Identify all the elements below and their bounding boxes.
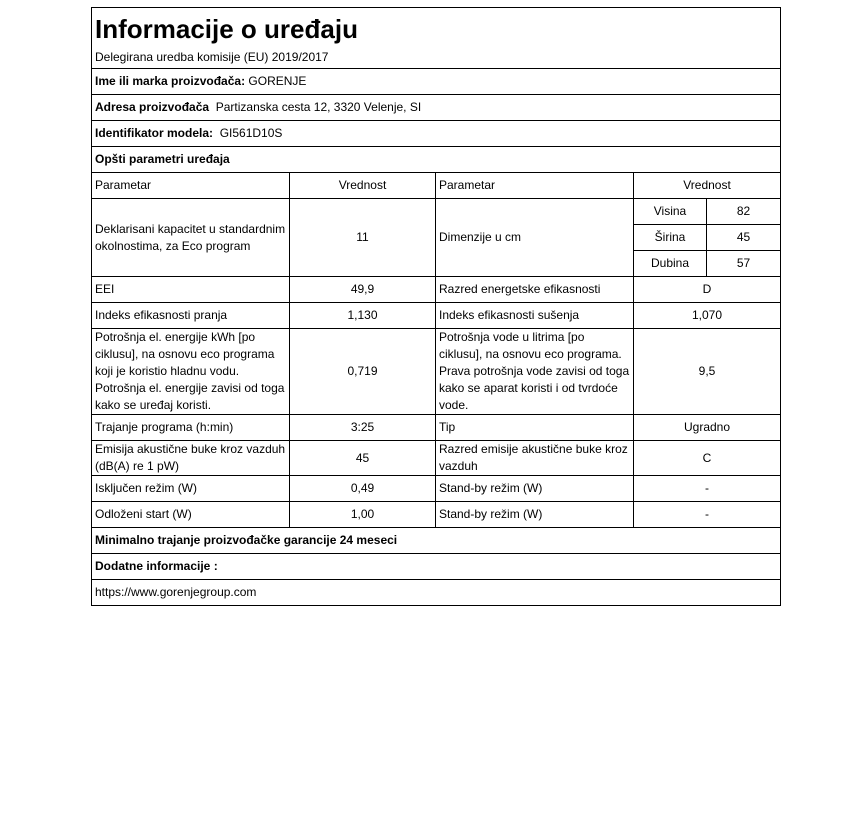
- model-row: [92, 121, 781, 147]
- delay-start-value: 1,00: [290, 502, 436, 528]
- product-info-table: [91, 7, 781, 606]
- water-consumption-value: 9,5: [634, 329, 781, 415]
- eei-value: 49,9: [290, 277, 436, 303]
- type-value: Ugradno: [634, 415, 781, 441]
- noise-class-value: C: [634, 441, 781, 476]
- address-row: [92, 95, 781, 121]
- col-header-param-right: Parametar: [436, 173, 634, 199]
- manufacturer-value: GORENJE: [248, 74, 307, 88]
- general-header: Opšti parametri uređaja: [92, 147, 781, 173]
- manufacturer-label: Ime ili marka proizvođača:: [95, 74, 246, 88]
- energy-class-value: D: [634, 277, 781, 303]
- dimensions-label: Dimenzije u cm: [436, 199, 634, 277]
- delay-start-label: Odloženi start (W): [92, 502, 290, 528]
- cleaning-index-label: Indeks efikasnosti pranja: [92, 303, 290, 329]
- duration-value: 3:25: [290, 415, 436, 441]
- col-header-value-left: Vrednost: [290, 173, 436, 199]
- col-header-value-right: Vrednost: [634, 173, 781, 199]
- water-consumption-label: Potrošnja vode u litrima [po ciklusu], na osnovu eco programa. Prava potrošnja vode zavisi od toga kako se aparat koristi i od tvrdoće vode.: [436, 329, 634, 415]
- standby-1-label: Stand-by režim (W): [436, 476, 634, 502]
- cleaning-index-value: 1,130: [290, 303, 436, 329]
- model-value: GI561D10S: [219, 126, 283, 140]
- type-label: Tip: [436, 415, 634, 441]
- info-sheet: [91, 7, 780, 606]
- drying-index-value: 1,070: [634, 303, 781, 329]
- capacity-label: Deklarisani kapacitet u standardnim okolnostima, za Eco program: [92, 199, 290, 277]
- energy-consumption-label: Potrošnja el. energije kWh [po ciklusu], na osnovu eco programa koji je koristio hladnu vodu. Potrošnja el. energije zavisi od toga kako se uređaj koristi.: [92, 329, 290, 415]
- additional-info-header: Dodatne informacije :: [92, 554, 781, 580]
- depth-label: Dubina: [634, 251, 707, 277]
- off-mode-value: 0,49: [290, 476, 436, 502]
- noise-value: 45: [290, 441, 436, 476]
- noise-label: Emisija akustične buke kroz vazduh (dB(A) re 1 pW): [92, 441, 290, 476]
- standby-2-label: Stand-by režim (W): [436, 502, 634, 528]
- address-label: Adresa proizvođača: [95, 100, 210, 114]
- off-mode-label: Isključen režim (W): [92, 476, 290, 502]
- energy-consumption-value: 0,719: [290, 329, 436, 415]
- model-label: Identifikator modela:: [95, 126, 214, 140]
- width-label: Širina: [634, 225, 707, 251]
- page-title: Informacije o uređaju: [92, 8, 781, 47]
- energy-class-label: Razred energetske efikasnosti: [436, 277, 634, 303]
- manufacturer-row: [92, 69, 781, 95]
- height-label: Visina: [634, 199, 707, 225]
- depth-value: 57: [707, 251, 781, 277]
- eei-label: EEI: [92, 277, 290, 303]
- noise-class-label: Razred emisije akustične buke kroz vazduh: [436, 441, 634, 476]
- website-link[interactable]: https://www.gorenjegroup.com: [92, 580, 781, 606]
- drying-index-label: Indeks efikasnosti sušenja: [436, 303, 634, 329]
- height-value: 82: [707, 199, 781, 225]
- address-value: Partizanska cesta 12, 3320 Velenje, SI: [215, 100, 422, 114]
- standby-2-value: -: [634, 502, 781, 528]
- capacity-value: 11: [290, 199, 436, 277]
- warranty-row: Minimalno trajanje proizvođačke garancije 24 meseci: [92, 528, 781, 554]
- regulation-subtitle: Delegirana uredba komisije (EU) 2019/2017: [92, 46, 781, 69]
- col-header-param-left: Parametar: [92, 173, 290, 199]
- width-value: 45: [707, 225, 781, 251]
- duration-label: Trajanje programa (h:min): [92, 415, 290, 441]
- standby-1-value: -: [634, 476, 781, 502]
